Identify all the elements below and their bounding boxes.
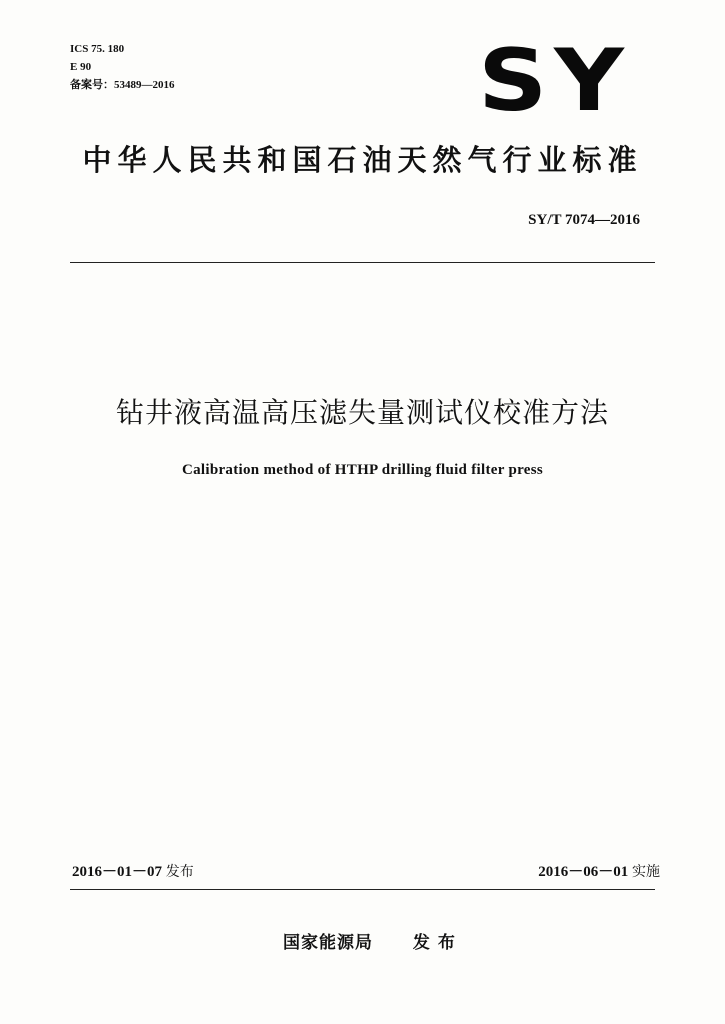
standard-number: SY/T 7074—2016	[528, 212, 640, 228]
implementation-date-block	[538, 860, 660, 881]
ics-code: ICS 75. 180	[70, 43, 125, 55]
category-code: E 90	[70, 61, 92, 73]
implementation-label: 实施	[632, 864, 660, 880]
document-title-chinese: 钻井液高温高压滤失量测试仪校准方法	[115, 396, 609, 429]
implementation-date: 2016－06－01	[538, 864, 629, 880]
document-title-english: Calibration method of HTHP drilling fluid filter press	[181, 462, 544, 478]
bottom-divider	[70, 889, 655, 890]
issue-date: 2016－01－07	[72, 864, 163, 880]
issue-label: 发布	[165, 864, 194, 880]
industry-standard-title: 中华人民共和国石油天然气行业标准	[82, 143, 643, 177]
issue-date-block	[72, 860, 194, 881]
publisher-action: 发布	[412, 933, 463, 953]
publisher-block	[283, 928, 463, 953]
record-number: 备案号：53489—2016	[70, 79, 175, 91]
top-divider	[70, 262, 655, 263]
sy-logo: SY	[478, 31, 631, 131]
classification-block	[70, 40, 175, 94]
publisher-name: 国家能源局	[283, 933, 373, 953]
